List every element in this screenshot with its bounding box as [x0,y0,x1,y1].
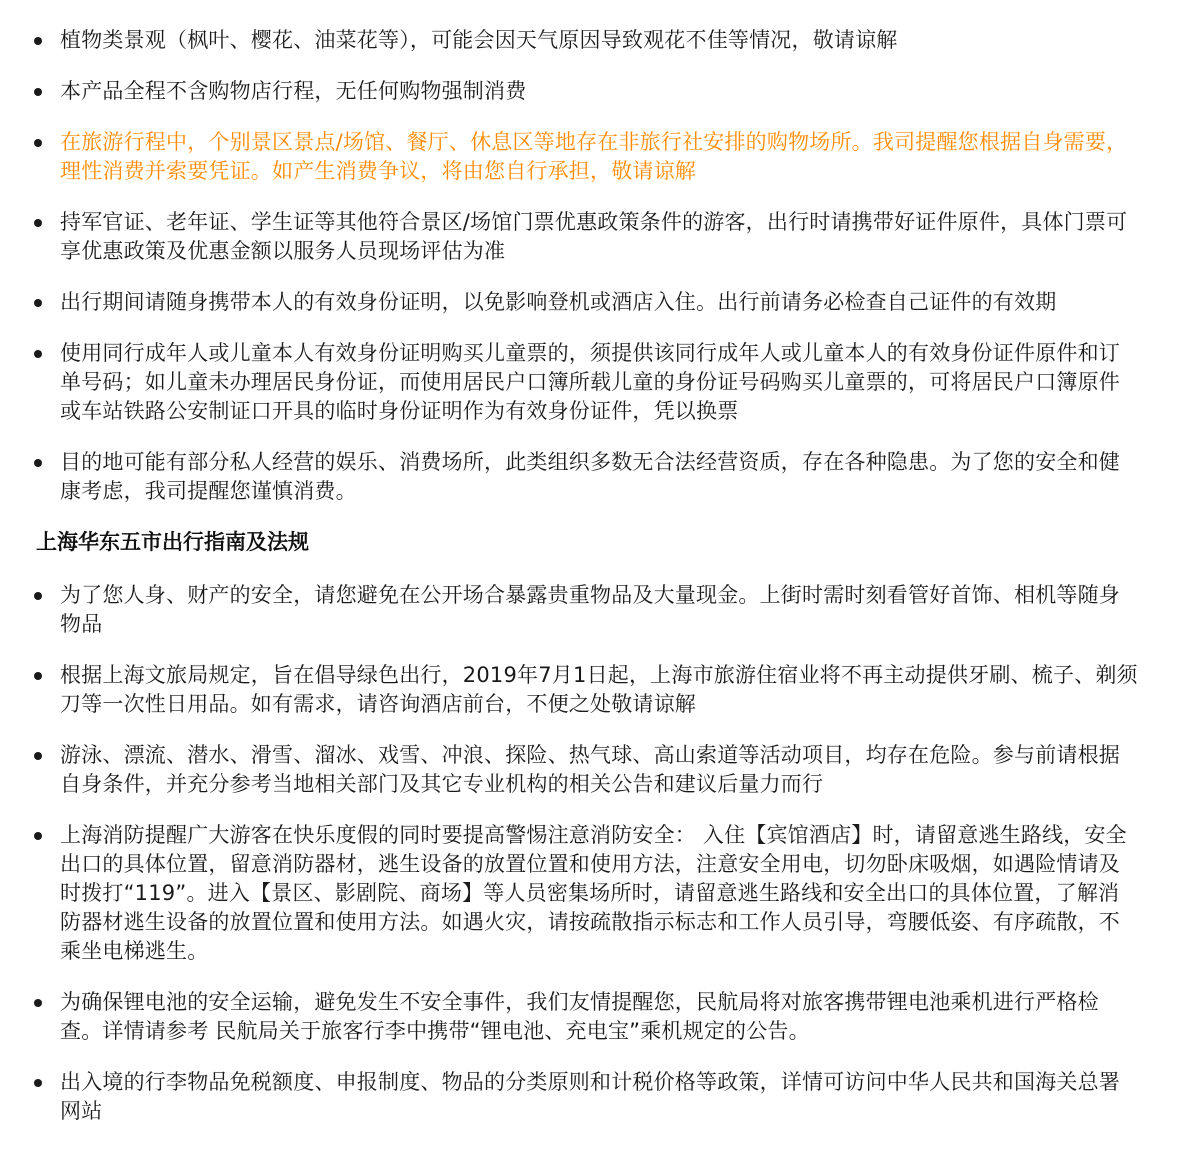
shanghai-guide-list [34,581,1140,1126]
list-item-text: 在旅游行程中，个别景区景点/场馆、餐厅、休息区等地存在非旅行社安排的购物场所。我司提醒您根据自身需要，理性消费并索要凭证。如产生消费争议，将由您自行承担，敬请谅解 [60,130,1128,183]
list-item [34,821,1140,966]
list-item-text: 根据上海文旅局规定，旨在倡导绿色出行，2019年7月1日起，上海市旅游住宿业将不再主动提供牙刷、梳子、剃须刀等一次性日用品。如有需求，请咨询酒店前台，不便之处敬请谅解 [60,663,1138,716]
bullet-icon [34,752,42,760]
list-item [34,208,1140,266]
list-item-text: 植物类景观（枫叶、樱花、油菜花等），可能会因天气原因导致观花不佳等情况，敬请谅解 [60,28,898,52]
list-item [34,988,1140,1046]
list-item [34,1068,1140,1126]
list-item [34,581,1140,639]
list-item [34,77,1140,106]
bullet-icon [34,88,42,96]
list-item-text: 本产品全程不含购物店行程，无任何购物强制消费 [60,79,527,103]
bullet-icon [34,299,42,307]
bullet-icon [34,592,42,600]
list-item [34,339,1140,426]
list-item-text: 出入境的行李物品免税额度、申报制度、物品的分类原则和计税价格等政策，详情可访问中华人民共和国海关总署网站 [60,1070,1120,1123]
list-item-text: 为了您人身、财产的安全，请您避免在公开场合暴露贵重物品及大量现金。上街时需时刻看管好首饰、相机等随身物品 [60,583,1120,636]
bullet-icon [34,219,42,227]
bullet-icon [34,350,42,358]
list-item-text: 上海消防提醒广大游客在快乐度假的同时要提高警惕注意消防安全： 入住【宾馆酒店】时，请留意逃生路线，安全出口的具体位置，留意消防器材，逃生设备的放置位置和使用方法，注意安全用电，切勿卧床吸烟，如遇险情请及时拨打“119”。进入【景区、影剧院、商场】等人员密集场所时，请留意逃生路线和安全出口的具体位置，了解消防器材逃生设备的放置位置和使用方法。如遇火灾，请按疏散指示标志和工作人员引导，弯腰低姿、有序疏散，不乘坐电梯逃生。 [60,823,1127,963]
list-item [34,661,1140,719]
list-item-text: 目的地可能有部分私人经营的娱乐、消费场所，此类组织多数无合法经营资质，存在各种隐患。为了您的安全和健康考虑，我司提醒您谨慎消费。 [60,450,1120,503]
travel-notes-list [34,26,1140,506]
bullet-icon [34,459,42,467]
section-title: 上海华东五市出行指南及法规 [36,530,309,554]
bullet-icon [34,37,42,45]
list-item-text: 使用同行成年人或儿童本人有效身份证明购买儿童票的，须提供该同行成年人或儿童本人的有效身份证件原件和订单号码；如儿童未办理居民身份证，而使用居民户口簿所载儿童的身份证号码购买儿童票的，可将居民户口簿原件或车站铁路公安制证口开具的临时身份证明作为有效身份证件，凭以换票 [60,341,1120,423]
list-item [34,26,1140,55]
list-item-text: 持军官证、老年证、学生证等其他符合景区/场馆门票优惠政策条件的游客，出行时请携带好证件原件，具体门票可享优惠政策及优惠金额以服务人员现场评估为准 [60,210,1128,263]
list-item [34,448,1140,506]
bullet-icon [34,999,42,1007]
list-item-text: 为确保锂电池的安全运输，避免发生不安全事件，我们友情提醒您，民航局将对旅客携带锂电池乘机进行严格检查。详情请参考 民航局关于旅客行李中携带“锂电池、充电宝”乘机规定的公告。 [60,990,1099,1043]
list-item [34,288,1140,317]
list-item-text: 游泳、漂流、潜水、滑雪、溜冰、戏雪、冲浪、探险、热气球、高山索道等活动项目，均存在危险。参与前请根据自身条件，并充分参考当地相关部门及其它专业机构的相关公告和建议后量力而行 [60,743,1120,796]
list-item-text: 出行期间请随身携带本人的有效身份证明，以免影响登机或酒店入住。出行前请务必检查自己证件的有效期 [60,290,1057,314]
bullet-icon [34,1079,42,1087]
bullet-icon [34,672,42,680]
list-item [34,128,1140,186]
bullet-icon [34,139,42,147]
list-item [34,741,1140,799]
bullet-icon [34,832,42,840]
